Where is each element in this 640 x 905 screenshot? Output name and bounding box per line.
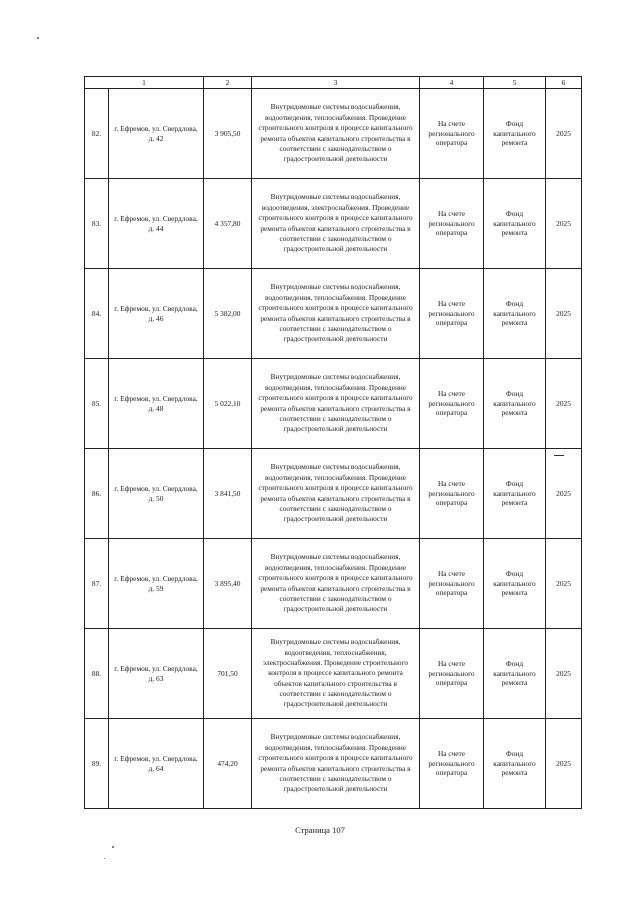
column-header-5: 5 bbox=[484, 77, 546, 89]
table-row bbox=[85, 719, 582, 809]
cost-cell: 5 022,10 bbox=[204, 359, 252, 449]
work-type-cell: Внутридомовые системы водоснабжения, водоотведения, теплоснабжения. Проведение строительного контроля в процессе капитального ремонта объектов капитального строительства в соответствии с законодательством о градостроительной деятельности bbox=[252, 269, 420, 359]
account-cell: На счете регионального оператора bbox=[420, 449, 484, 539]
address-cell: г. Ефремов, ул. Свердлова, д. 48 bbox=[109, 359, 204, 449]
page-number: Страница 107 bbox=[295, 825, 345, 835]
scan-speck bbox=[104, 858, 105, 859]
address-cell: г. Ефремов, ул. Свердлова, д. 63 bbox=[109, 629, 204, 719]
year-cell: 2025 bbox=[546, 269, 582, 359]
funding-source-cell: Фонд капитального ремонта bbox=[484, 269, 546, 359]
work-type-cell: Внутридомовые системы водоснабжения, водоотведения, теплоснабжения. Проведение строительного контроля в процессе капитального ремонта объектов капитального строительства в соответствии с законодательством о градостроительной деятельности bbox=[252, 89, 420, 179]
row-number: 82. bbox=[85, 89, 109, 179]
scan-speck bbox=[112, 846, 114, 848]
row-number: 85. bbox=[85, 359, 109, 449]
table-row bbox=[85, 269, 582, 359]
cost-cell: 3 895,40 bbox=[204, 539, 252, 629]
row-number: 87. bbox=[85, 539, 109, 629]
year-cell: 2025 bbox=[546, 719, 582, 809]
row-number: 83. bbox=[85, 179, 109, 269]
column-header-1: 1 bbox=[85, 77, 204, 89]
address-cell: г. Ефремов, ул. Свердлова, д. 42 bbox=[109, 89, 204, 179]
year-cell: 2025 bbox=[546, 179, 582, 269]
table-row bbox=[85, 629, 582, 719]
cost-cell: 4 357,80 bbox=[204, 179, 252, 269]
year-cell: 2025 bbox=[546, 539, 582, 629]
table-header-row bbox=[85, 77, 582, 89]
work-type-cell: Внутридомовые системы водоснабжения, водоотведения, теплоснабжения. Проведение строительного контроля в процессе капитального ремонта объектов капитального строительства в соответствии с законодательством о градостроительной деятельности bbox=[252, 539, 420, 629]
work-type-cell: Внутридомовые системы водоснабжения, водоотведения, электроснабжения. Проведение строительного контроля в процессе капитального ремонта объектов капитального строительства в соответствии с законодательством о градостроительной деятельности bbox=[252, 179, 420, 269]
account-cell: На счете регионального оператора bbox=[420, 629, 484, 719]
year-cell: 2025 bbox=[546, 89, 582, 179]
table-row bbox=[85, 359, 582, 449]
funding-source-cell: Фонд капитального ремонта bbox=[484, 359, 546, 449]
column-header-4: 4 bbox=[420, 77, 484, 89]
row-number: 86. bbox=[85, 449, 109, 539]
repair-program-table bbox=[84, 76, 582, 809]
row-number: 89. bbox=[85, 719, 109, 809]
address-cell: г. Ефремов, ул. Свердлова, д. 50 bbox=[109, 449, 204, 539]
funding-source-cell: Фонд капитального ремонта bbox=[484, 719, 546, 809]
scan-speck bbox=[37, 37, 39, 39]
funding-source-cell: Фонд капитального ремонта bbox=[484, 449, 546, 539]
account-cell: На счете регионального оператора bbox=[420, 269, 484, 359]
work-type-cell: Внутридомовые системы водоснабжения, водоотведения, теплоснабжения, электроснабжения. Проведение строительного контроля в процессе капитального ремонта объектов капитального строительства в соответствии с законодательством о градостроительной деятельности bbox=[252, 629, 420, 719]
account-cell: На счете регионального оператора bbox=[420, 719, 484, 809]
account-cell: На счете регионального оператора bbox=[420, 359, 484, 449]
funding-source-cell: Фонд капитального ремонта bbox=[484, 629, 546, 719]
address-cell: г. Ефремов, ул. Свердлова, д. 44 bbox=[109, 179, 204, 269]
account-cell: На счете регионального оператора bbox=[420, 539, 484, 629]
funding-source-cell: Фонд капитального ремонта bbox=[484, 539, 546, 629]
cost-cell: 5 382,00 bbox=[204, 269, 252, 359]
work-type-cell: Внутридомовые системы водоснабжения, водоотведения, теплоснабжения. Проведение строительного контроля в процессе капитального ремонта объектов капитального строительства в соответствии с законодательством о градостроительной деятельности bbox=[252, 359, 420, 449]
table-row bbox=[85, 539, 582, 629]
table-row bbox=[85, 179, 582, 269]
column-header-2: 2 bbox=[204, 77, 252, 89]
address-cell: г. Ефремов, ул. Свердлова, д. 59 bbox=[109, 539, 204, 629]
scan-mark bbox=[554, 455, 564, 456]
column-header-3: 3 bbox=[252, 77, 420, 89]
funding-source-cell: Фонд капитального ремонта bbox=[484, 179, 546, 269]
cost-cell: 474,20 bbox=[204, 719, 252, 809]
row-number: 84. bbox=[85, 269, 109, 359]
table-row bbox=[85, 89, 582, 179]
cost-cell: 3 841,50 bbox=[204, 449, 252, 539]
address-cell: г. Ефремов, ул. Свердлова, д. 64 bbox=[109, 719, 204, 809]
work-type-cell: Внутридомовые системы водоснабжения, водоотведения, теплоснабжения. Проведение строительного контроля в процессе капитального ремонта объектов капитального строительства в соответствии с законодательством о градостроительной деятельности bbox=[252, 719, 420, 809]
cost-cell: 701,50 bbox=[204, 629, 252, 719]
year-cell: 2025 bbox=[546, 449, 582, 539]
column-header-6: 6 bbox=[546, 77, 582, 89]
funding-source-cell: Фонд капитального ремонта bbox=[484, 89, 546, 179]
table-row bbox=[85, 449, 582, 539]
work-type-cell: Внутридомовые системы водоснабжения, водоотведения, теплоснабжения. Проведение строительного контроля в процессе капитального ремонта объектов капитального строительства в соответствии с законодательством о градостроительной деятельности bbox=[252, 449, 420, 539]
row-number: 88. bbox=[85, 629, 109, 719]
address-cell: г. Ефремов, ул. Свердлова, д. 46 bbox=[109, 269, 204, 359]
year-cell: 2025 bbox=[546, 359, 582, 449]
account-cell: На счете регионального оператора bbox=[420, 89, 484, 179]
year-cell: 2025 bbox=[546, 629, 582, 719]
cost-cell: 3 905,50 bbox=[204, 89, 252, 179]
account-cell: На счете регионального оператора bbox=[420, 179, 484, 269]
